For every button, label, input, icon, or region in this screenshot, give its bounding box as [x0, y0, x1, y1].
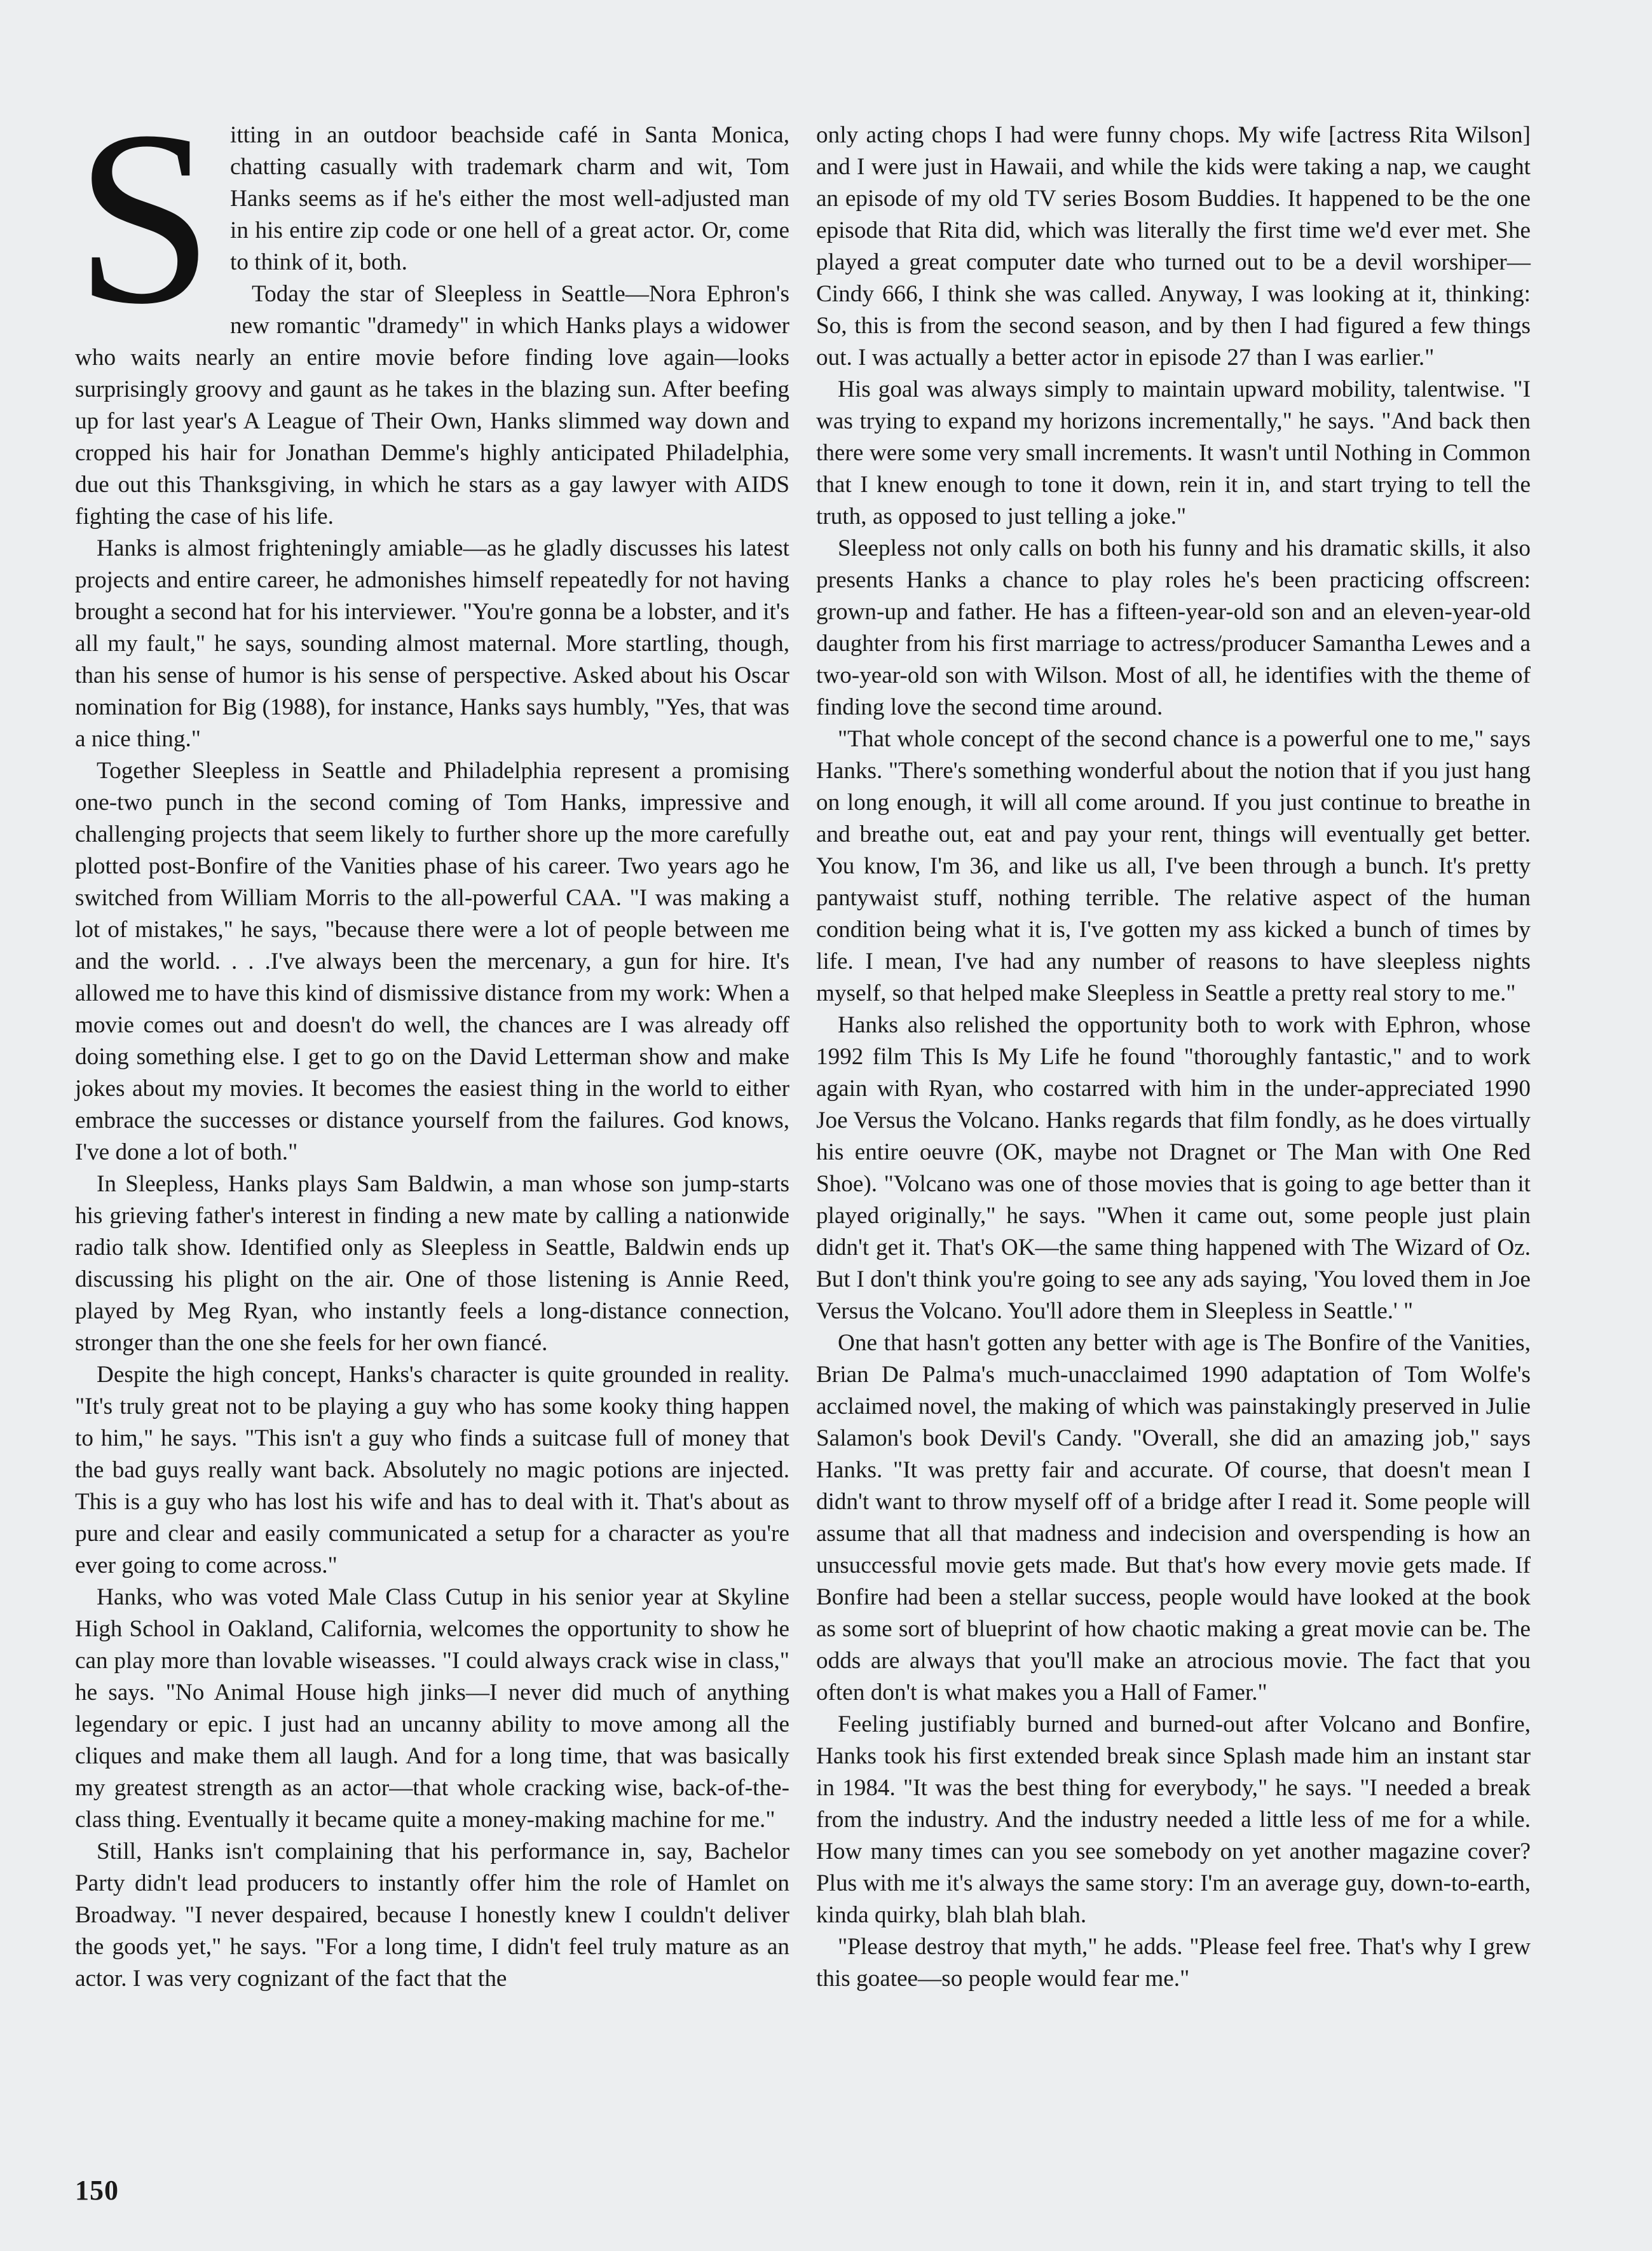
- article-paragraph: Sleepless not only calls on both his funny and his dramatic skills, it also presents Hanks a chance to play roles he's been practicing offscreen: grown-up and father. He has a fifteen-year-old son and an eleven-year-old daughter from his first marriage to actress/producer Samantha Lewes and a two-year-old son with Wilson. Most of all, he identifies with the theme of finding love the second time around.: [816, 535, 1531, 720]
- paragraph-text: itting in an outdoor beachside café in Santa Monica, chatting casually with trademark charm and wit, Tom Hanks seems as if he's either the most well-adjusted man in his entire zip code or one hell of a great actor. Or, come to think of it, both.: [230, 122, 789, 275]
- drop-cap: S: [75, 79, 214, 355]
- article-column-right: [816, 120, 1531, 1995]
- article-paragraph: only acting chops I had were funny chops. My wife [actress Rita Wilson] and I were just in Hawaii, and while the kids were taking a nap, we caught an episode of my old TV series Bosom Buddies. It happened to be the one episode that Rita did, which was literally the first time we'd ever met. She played a great computer date who turned out to be a devil worshiper—Cindy 666, I think she was called. Anyway, I was looking at it, thinking: So, this is from the second season, and by then I had figured a few things out. I was actually a better actor in episode 27 than I was earlier.": [816, 122, 1531, 371]
- article-paragraph: In Sleepless, Hanks plays Sam Baldwin, a man whose son jump-starts his grieving father's interest in finding a new mate by calling a nationwide radio talk show. Identified only as Sleepless in Seattle, Baldwin ends up discussing his plight on the air. One of those listening is Annie Reed, played by Meg Ryan, who instantly feels a long-distance connection, stronger than the one she feels for her own fiancé.: [75, 1171, 789, 1356]
- article-paragraph: Hanks also relished the opportunity both to work with Ephron, whose 1992 film This Is My Life he found "thoroughly fantastic," and to work again with Ryan, who costarred with him in the under-appreciated 1990 Joe Versus the Volcano. Hanks regards that film fondly, as he does virtually his entire oeuvre (OK, maybe not Dragnet or The Man with One Red Shoe). "Volcano was one of those movies that is going to age better than it played originally," he says. "When it came out, some people just plain didn't get it. That's OK—the same thing happened with The Wizard of Oz. But I don't think you're going to see any ads saying, 'You loved them in Joe Versus the Volcano. You'll adore them in Sleepless in Seattle.' ": [816, 1012, 1531, 1324]
- article-paragraph: Together Sleepless in Seattle and Philadelphia represent a promising one-two punch in the second coming of Tom Hanks, impressive and challenging projects that seem likely to further shore up the more carefully plotted post-Bonfire of the Vanities phase of his career. Two years ago he switched from William Morris to the all-powerful CAA. "I was making a lot of mistakes," he says, "because there were a lot of people between me and the world. . . .I've always been the mercenary, a gun for hire. It's allowed me to have this kind of dismissive distance from my work: When a movie comes out and doesn't do well, the chances are I was already off doing something else. I get to go on the David Letterman show and make jokes about my movies. It becomes the easiest thing in the world to either embrace the successes or distance yourself from the failures. God knows, I've done a lot of both.": [75, 758, 790, 1165]
- article-paragraph: Hanks is almost frighteningly amiable—as he gladly discusses his latest projects and entire career, he admonishes himself repeatedly for not having brought a second hat for his interviewer. "You're gonna be a lobster, and it's all my fault," he says, sounding almost maternal. More startling, though, than his sense of humor is his sense of perspective. Asked about his Oscar nomination for Big (1988), for instance, Hanks says humbly, "Yes, that was a nice thing.": [75, 535, 789, 752]
- article-paragraph: "That whole concept of the second chance is a powerful one to me," says Hanks. "There's something wonderful about the notion that if you just hang on long enough, it will all come around. If you just continue to breathe in and breathe out, eat and pay your rent, things will eventually get better. You know, I'm 36, and like us all, I've been through a bunch. It's pretty pantywaist stuff, nothing terrible. The relative aspect of the human condition being what it is, I've gotten my ass kicked a bunch of times by life. I mean, I've had any number of reasons to have sleepless nights myself, so that helped make Sleepless in Seattle a pretty real story to me.": [816, 726, 1531, 1006]
- article-paragraph: "Please destroy that myth," he adds. "Please feel free. That's why I grew this goatee—so people would fear me.": [816, 1934, 1531, 1992]
- article-column-left: [75, 79, 790, 1995]
- article-paragraph: Despite the high concept, Hanks's character is quite grounded in reality. "It's truly great not to be playing a guy who has some kooky thing happen to him," he says. "This isn't a guy who finds a suitcase full of money that the bad guys really want back. Absolutely no magic potions are injected. This is a guy who has lost his wife and has to deal with it. That's about as pure and clear and easily communicated a setup for a character as you're ever going to come across.": [75, 1362, 789, 1578]
- article-paragraph: His goal was always simply to maintain upward mobility, talentwise. "I was trying to expand my horizons incrementally," he says. "And back then there were some very small increments. It wasn't until Nothing in Common that I knew enough to tone it down, rein it in, and start trying to tell the truth, as opposed to just telling a joke.": [816, 376, 1531, 530]
- article-paragraph: One that hasn't gotten any better with age is The Bonfire of the Vanities, Brian De Palma's much-unacclaimed 1990 adaptation of Tom Wolfe's acclaimed novel, the making of which was painstakingly preserved in Julie Salamon's book Devil's Candy. "Overall, she did an amazing job," says Hanks. "It was pretty fair and accurate. Of course, that doesn't mean I didn't want to throw myself off of a bridge after I read it. Some people will assume that all that madness and indecision and overspending is how an unsuccessful movie gets made. But that's how every movie gets made. If Bonfire had been a stellar success, people would have looked at the book as some sort of blueprint of how chaotic making a great movie can be. The odds are always that you'll make an atrocious movie. The fact that you often don't is what makes you a Hall of Famer.": [816, 1330, 1531, 1706]
- article-paragraph: [75, 79, 789, 355]
- article-paragraph: Hanks, who was voted Male Class Cutup in his senior year at Skyline High School in Oakland, California, welcomes the opportunity to show he can play more than lovable wiseasses. "I could always crack wise in class," he says. "No Animal House high jinks—I never did much of anything legendary or epic. I just had an uncanny ability to move among all the cliques and make them all laugh. And for a long time, that was basically my greatest strength as an actor—that whole cracking wise, back-of-the-class thing. Eventually it became quite a money-making machine for me.": [75, 1584, 789, 1833]
- page-number: 150: [75, 2175, 119, 2206]
- article-paragraph: Today the star of Sleepless in Seattle—Nora Ephron's new romantic "dramedy" in which Hanks plays a widower who waits nearly an entire movie before finding love again—looks surprisingly groovy and gaunt as he takes in the blazing sun. After beefing up for last year's A League of Their Own, Hanks slimmed way down and cropped his hair for Jonathan Demme's highly anticipated Philadelphia, due out this Thanksgiving, in which he stars as a gay lawyer with AIDS fighting the case of his life.: [75, 281, 789, 530]
- article-paragraph: Still, Hanks isn't complaining that his performance in, say, Bachelor Party didn't lead producers to instantly offer him the role of Hamlet on Broadway. "I never despaired, because I honestly knew I couldn't deliver the goods yet," he says. "For a long time, I didn't feel truly mature as an actor. I was very cognizant of the fact that the: [75, 1838, 789, 1992]
- article-paragraph: Feeling justifiably burned and burned-out after Volcano and Bonfire, Hanks took his first extended break since Splash made him an instant star in 1984. "It was the best thing for everybody," he says. "I needed a break from the industry. And the industry needed a little less of me for a while. How many times can you see somebody on yet another magazine cover? Plus with me it's always the same story: I'm an average guy, down-to-earth, kinda quirky, blah blah blah.: [816, 1711, 1531, 1928]
